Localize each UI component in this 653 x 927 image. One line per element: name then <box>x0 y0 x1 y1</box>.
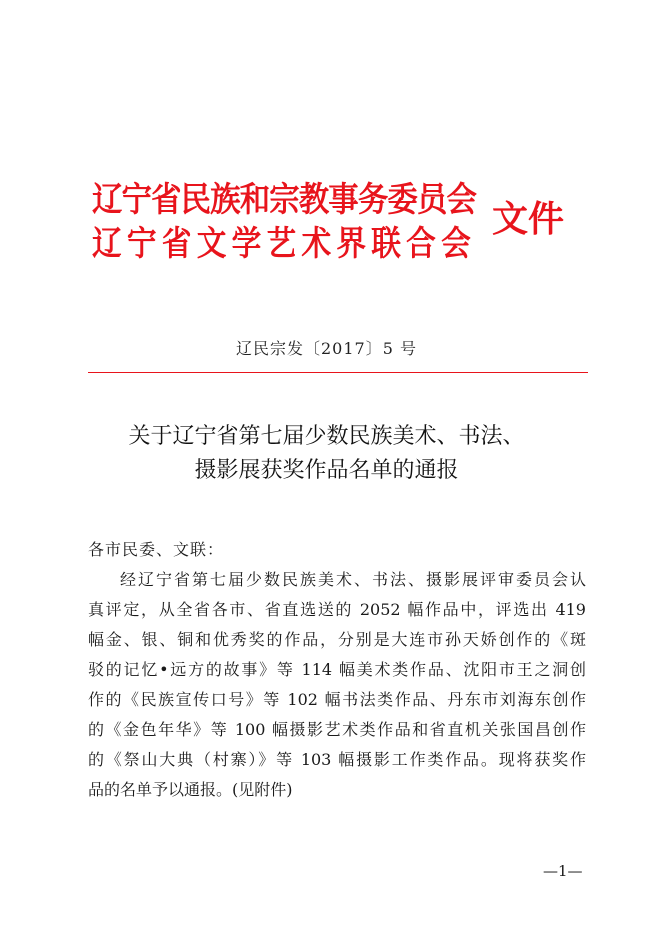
salutation: 各市民委、文联： <box>88 540 225 559</box>
page-number: —1— <box>543 862 583 880</box>
document-type-label: 文件 <box>492 199 565 240</box>
body-paragraph <box>88 565 586 805</box>
org-name-ethnic-religious-affairs: 辽宁省民族和宗教事务委员会 <box>92 180 476 220</box>
body-line: 真评定，从全省各市、省直选送的 2052 幅作品中，评选出 419 <box>88 600 586 619</box>
body-line: 作的《民族宣传口号》等 102 幅书法类作品、丹东市刘海东创作 <box>88 690 586 709</box>
document-number: 辽民宗发〔2017〕5 号 <box>236 339 417 358</box>
body-line: 幅金、银、铜和优秀奖的作品，分别是大连市孙天娇创作的《斑 <box>88 630 586 649</box>
body-line: 的《祭山大典（村寨）》等 103 幅摄影工作类作品。现将获奖作 <box>88 750 586 769</box>
body-line: 驳的记忆•远方的故事》等 114 幅美术类作品、沈阳市王之洞创 <box>88 660 586 679</box>
title-line-1: 关于辽宁省第七届少数民族美术、书法、 <box>128 424 525 449</box>
title-line-2: 摄影展获奖作品名单的通报 <box>194 458 459 483</box>
body-line: 品的名单予以通报。(见附件) <box>88 780 293 799</box>
body-line: 经辽宁省第七届少数民族美术、书法、摄影展评审委员会认 <box>120 570 586 589</box>
org-name-literary-art-federation: 辽宁省文学艺术界联合会 <box>92 224 476 264</box>
body-line: 的《金色年华》等 100 幅摄影艺术类作品和省直机关张国昌创作 <box>88 720 586 739</box>
document-title <box>60 420 593 488</box>
document-header <box>92 178 565 288</box>
issuing-organizations <box>92 178 476 266</box>
red-divider-line <box>88 372 588 373</box>
